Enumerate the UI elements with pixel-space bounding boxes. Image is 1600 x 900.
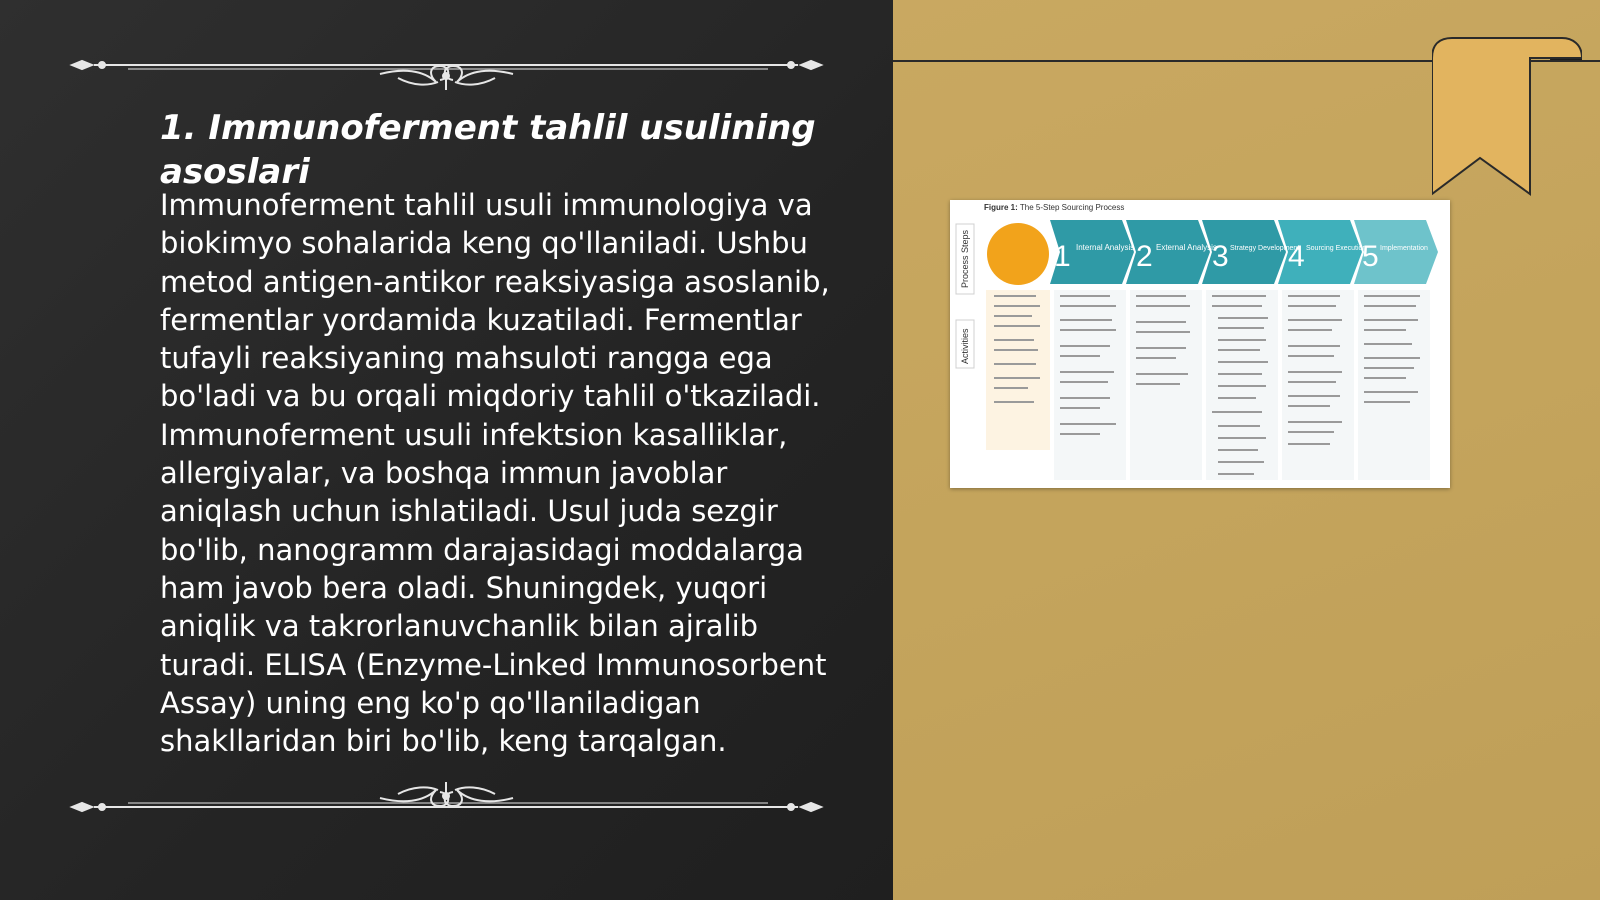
top-ornament bbox=[68, 40, 825, 90]
step-number-2: 2 bbox=[1136, 240, 1153, 273]
step-label-4: Sourcing Execution bbox=[1306, 245, 1367, 252]
slide-title: 1. Immunoferment tahlil usulining asoslari bbox=[160, 108, 816, 192]
activity-column-5 bbox=[1358, 290, 1430, 480]
step-label-2: External Analysis bbox=[1156, 243, 1217, 252]
bottom-ornament bbox=[68, 782, 825, 832]
sourcing-process-figure bbox=[950, 200, 1450, 488]
activity-column-1 bbox=[1054, 290, 1126, 480]
figure-caption-bold: Figure 1: bbox=[984, 203, 1018, 212]
figure-caption-text: The 5-Step Sourcing Process bbox=[1017, 203, 1125, 212]
step-number-5: 5 bbox=[1362, 240, 1379, 273]
step-label-1: Internal Analysis bbox=[1076, 243, 1135, 252]
svg-text:Figure 1: The 5-Step Sourcing bbox=[984, 203, 1124, 212]
process-diagram bbox=[950, 200, 1450, 488]
side-label-process-steps: Process Steps bbox=[960, 229, 970, 288]
activity-column-0 bbox=[986, 290, 1050, 450]
step-number-1: 1 bbox=[1054, 240, 1071, 273]
step-number-4: 4 bbox=[1288, 240, 1305, 273]
step-label-5: Implementation bbox=[1380, 245, 1428, 252]
step-number-3: 3 bbox=[1212, 240, 1229, 273]
step-label-3: Strategy Development bbox=[1230, 245, 1300, 252]
activity-column-4 bbox=[1282, 290, 1354, 480]
step-circle-start bbox=[987, 223, 1049, 285]
slide-body-text: Immunoferment tahlil usuli immunologiya va biokimyo sohalarida keng qo'llaniladi. Ushbu metod antigen-antikor reaksiyasiga asoslanib, fermentlar yordamida kuzatiladi. Fermentlar tufayli reaksiyaning mahsuloti rangga ega bo'ladi va bu orqali miqdoriy tahlil o'tkaziladi. Immunoferment usuli infektsion kasalliklar, allergiyalar, va boshqa immun javoblar aniqlash uchun ishlatiladi. Usul juda sezgir bo'lib, nanogramm darajasidagi moddalarga ham javob bera oladi. Shuningdek, yuqori aniqlik va takrorlanuvchanlik bilan ajralib turadi. ELISA (Enzyme-Linked Immunosorbent Assay) uning eng ko'p qo'llaniladigan shakllaridan biri bo'lib, keng tarqalgan. bbox=[160, 188, 830, 759]
bookmark-ribbon-icon bbox=[1432, 34, 1582, 204]
side-label-activities: Activities bbox=[960, 328, 970, 364]
